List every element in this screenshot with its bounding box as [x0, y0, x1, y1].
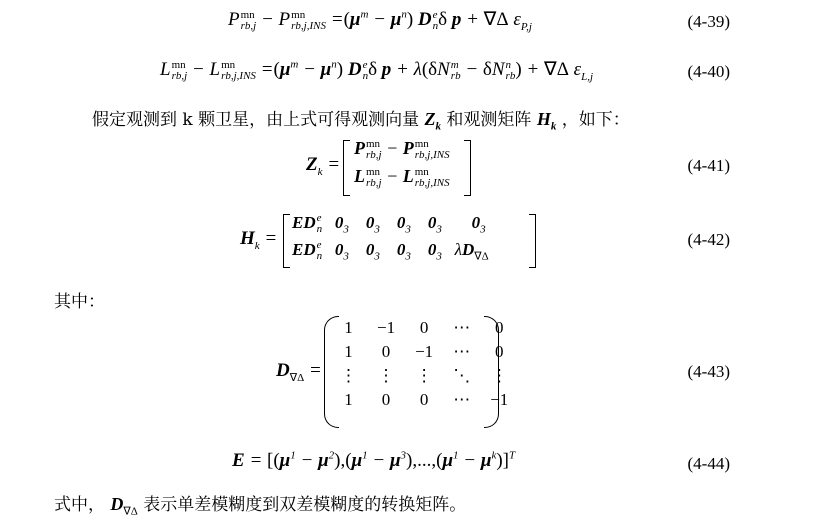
matrix-cell: 0	[494, 342, 504, 361]
intro-text-c: ，如下：	[561, 110, 630, 130]
equation-4-41	[0, 136, 832, 198]
hk-row-1: ED e n $0_3$ $0_3$ $0_3$ $0_3$ $0_3$	[292, 212, 486, 236]
equation-4-40	[0, 52, 832, 92]
zk-row-2: L mn rb,j − L mn rb,j,INS	[354, 165, 450, 189]
matrix-cell: 0	[381, 390, 391, 409]
matrix-cell: ⋮	[377, 366, 395, 385]
matrix-cell: ⋮	[340, 366, 357, 385]
matrix-cell: ⋯	[453, 318, 471, 337]
matrix-cell: −1	[490, 390, 509, 409]
matrix-cell: ⋱	[453, 366, 471, 385]
matrix-bracket-right	[464, 140, 471, 196]
matrix-cell: ⋮	[490, 366, 508, 385]
where-label: 其中：	[54, 292, 105, 312]
intro-text-a: 假定观测到 k 颗卫星，由上式可得观测向量	[92, 110, 420, 130]
equation-4-39	[0, 2, 832, 42]
equation-4-44-body: $E = [(\mu^1 - \mu^2),(\mu^1 - \mu^3),...,(\mu^1 - \mu^k)]^T$	[232, 449, 516, 471]
matrix-bracket-right	[529, 214, 536, 268]
equation-number: (4-40)	[687, 62, 730, 81]
equation-number: (4-42)	[687, 230, 730, 249]
matrix-cell: 1	[344, 342, 353, 361]
equation-4-44	[0, 442, 832, 482]
zk-lhs: $Z_k$ =	[306, 154, 341, 178]
matrix-cell: 0	[381, 342, 391, 361]
matrix-cell: 1	[344, 390, 353, 409]
matrix-cell: ⋮	[415, 366, 433, 385]
symbol-d-nabla-delta: $D_{\nabla\Delta}$	[110, 494, 138, 518]
matrix-bracket-left	[343, 140, 350, 196]
matrix-cell: ⋯	[453, 342, 471, 361]
symbol-hk: $H_k$	[536, 109, 557, 133]
equation-4-43	[0, 314, 832, 432]
closing-paragraph	[54, 490, 467, 518]
intro-text-b: 和观测矩阵	[446, 110, 532, 130]
matrix-cell: 1	[344, 318, 353, 337]
matrix-cell: −1	[377, 318, 396, 337]
d-lhs: $D_{\nabla\Delta}$ =	[276, 360, 322, 384]
matrix-cell: 0	[419, 318, 429, 337]
matrix-cell: 0	[419, 390, 429, 409]
matrix-cell: 0	[494, 318, 504, 337]
equation-number: (4-41)	[687, 156, 730, 175]
symbol-zk: $Z_k$	[424, 109, 442, 133]
hk-lhs: $H_k$ =	[240, 228, 278, 252]
zk-row-1: P mn rb,j − P mn rb,j,INS	[354, 137, 450, 161]
matrix-cell: −1	[415, 342, 434, 361]
equation-number: (4-44)	[687, 454, 730, 473]
equation-4-39-body: P mn rb,j − P mn rb,j,INS $=(\mu^m - \mu^n)$ D e n δ p + ∇Δ $\varepsilon_{P,j}$	[228, 8, 532, 33]
equation-4-42	[0, 210, 832, 270]
hk-row-2: ED e n $0_3$ $0_3$ $0_3$ $0_3$ $\lambda D_{\nabla\Delta}$	[292, 239, 489, 263]
matrix-bracket-left	[283, 214, 290, 268]
intro-paragraph	[92, 105, 630, 133]
paren-right	[484, 316, 499, 428]
equation-number: (4-43)	[687, 362, 730, 381]
closing-text-a: 式中，	[54, 495, 105, 515]
equation-4-40-body: L mn rb,j − L mn rb,j,INS $=(\mu^m - \mu^n)$ D e n δ p + λ(δN m rb − δN n rb ) + ∇Δ $\varepsilon_{L,j}$	[160, 58, 594, 83]
matrix-cell: ⋯	[453, 390, 471, 409]
closing-text-b: 表示单差模糊度到双差模糊度的转换矩阵。	[143, 495, 467, 515]
equation-number: (4-39)	[687, 12, 730, 31]
